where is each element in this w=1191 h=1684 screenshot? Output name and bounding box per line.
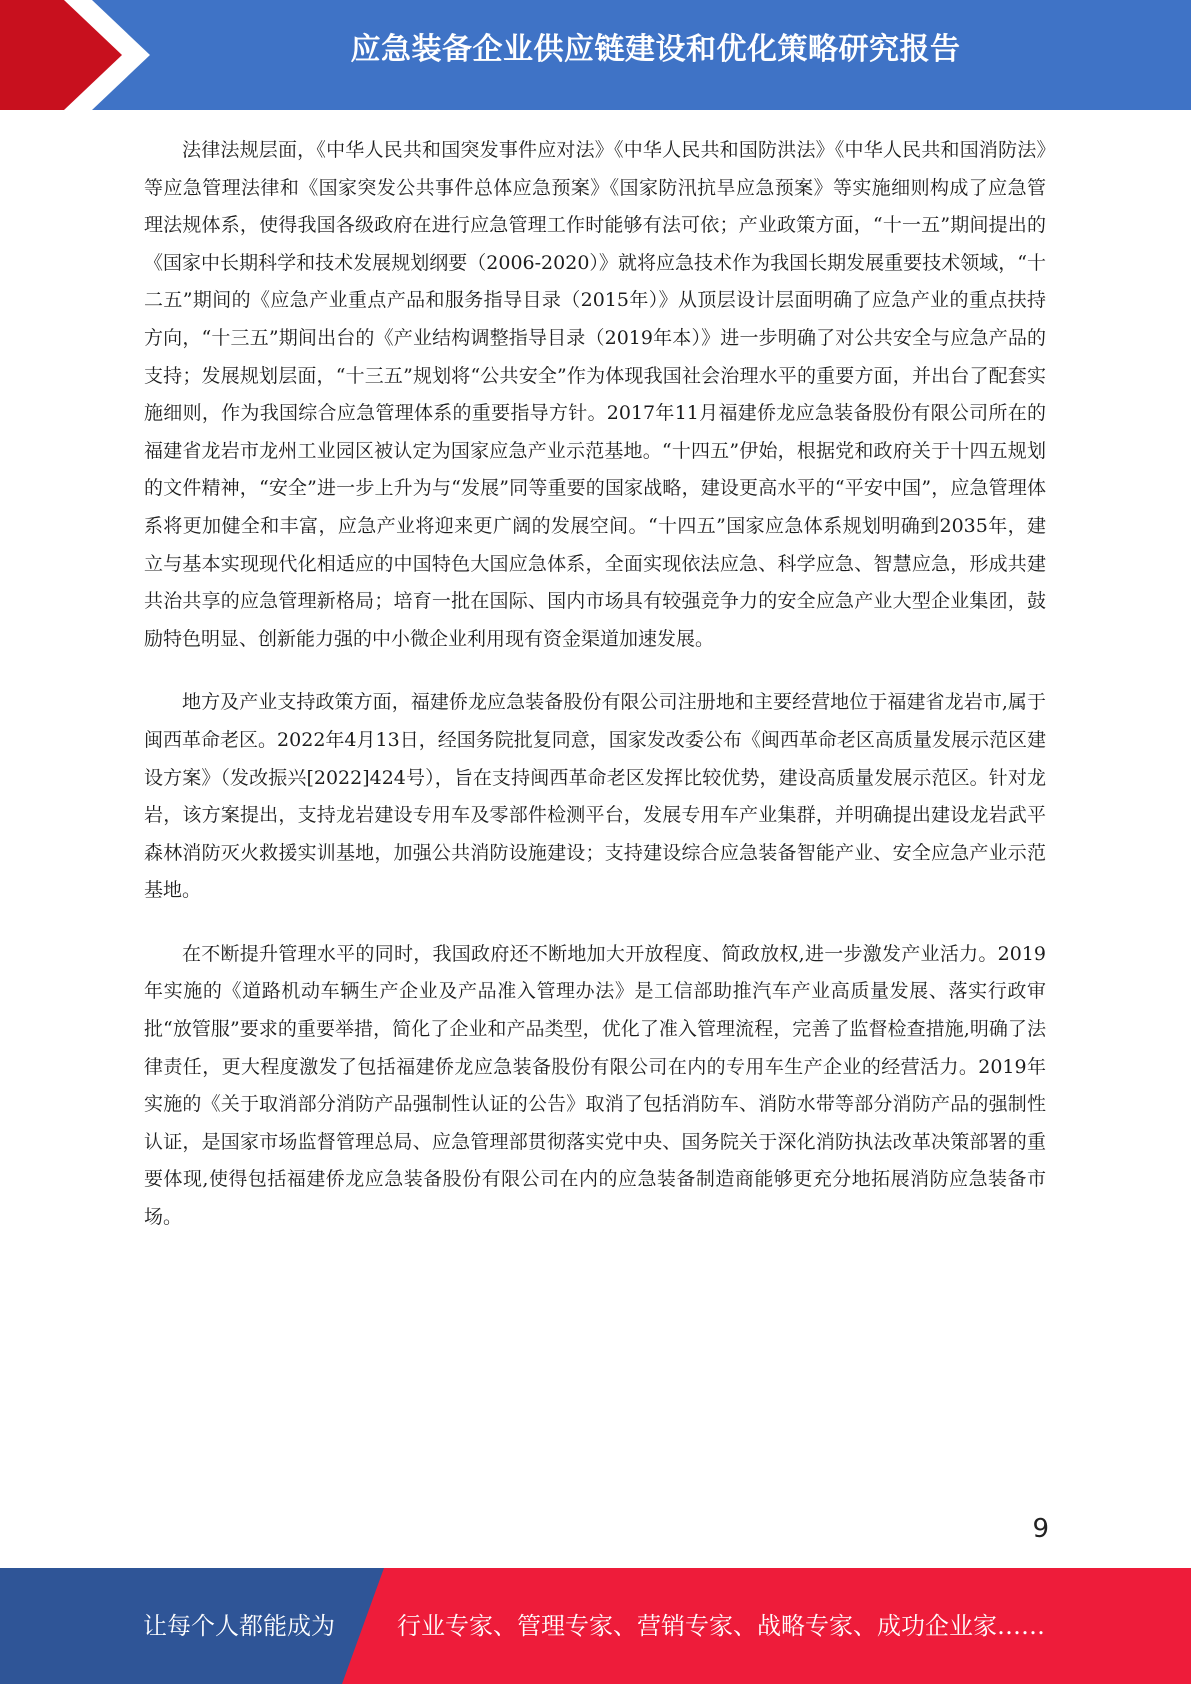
paragraph-reform: 在不断提升管理水平的同时，我国政府还不断地加大开放程度、简政放权,进一步激发产业活力。2019年实施的《道路机动车辆生产企业及产品准入管理办法》是工信部助推汽车产业高质量发展、落实行政审批“放管服”要求的重要举措，简化了企业和产品类型，优化了准入管理流程，完善了监督检查措施,明确了法律责任，更大程度激发了包括福建侨龙应急装备股份有限公司在内的专用车生产企业的经营活力。2019年实施的《关于取消部分消防产品强制性认证的公告》取消了包括消防车、消防水带等部分消防产品的强制性认证，是国家市场监督管理总局、应急管理部贯彻落实党中央、国务院关于深化消防执法改革决策部署的重要体现,使得包括福建侨龙应急装备股份有限公司在内的应急装备制造商能够更充分地拓展消防应急装备市场。 bbox=[144, 942, 1046, 1229]
footer-slogan-left: 让每个人都能成为 bbox=[143, 1612, 335, 1640]
page-number: 9 bbox=[1032, 1514, 1049, 1544]
footer-slogan-right: 行业专家、管理专家、营销专家、战略专家、成功企业家…… bbox=[397, 1612, 1045, 1640]
page-header bbox=[0, 0, 1191, 110]
paragraph-legal-policy: 法律法规层面，《中华人民共和国突发事件应对法》《中华人民共和国防洪法》《中华人民共和国消防法》等应急管理法律和《国家突发公共事件总体应急预案》《国家防汛抗旱应急预案》等实施细则构成了应急管理法规体系，使得我国各级政府在进行应急管理工作时能够有法可依；产业政策方面，“十一五”期间提出的《国家中长期科学和技术发展规划纲要（2006-2020）》就将应急技术作为我国长期发展重要技术领域，“十二五”期间的《应急产业重点产品和服务指导目录（2015年）》从顶层设计层面明确了应急产业的重点扶持方向，“十三五”期间出台的《产业结构调整指导目录（2019年本）》进一步明确了对公共安全与应急产品的支持；发展规划层面，“十三五”规划将“公共安全”作为体现我国社会治理水平的重要方面，并出台了配套实施细则，作为我国综合应急管理体系的重要指导方针。2017年11月福建侨龙应急装备股份有限公司所在的福建省龙岩市龙州工业园区被认定为国家应急产业示范基地。“十四五”伊始，根据党和政府关于十四五规划的文件精神，“安全”进一步上升为与“发展”同等重要的国家战略，建设更高水平的“平安中国”，应急管理体系将更加健全和丰富，应急产业将迎来更广阔的发展空间。“十四五”国家应急体系规划明确到2035年，建立与基本实现现代化相适应的中国特色大国应急体系，全面实现依法应急、科学应急、智慧应急，形成共建共治共享的应急管理新格局；培育一批在国际、国内市场具有较强竞争力的安全应急产业大型企业集团，鼓励特色明显、创新能力强的中小微企业利用现有资金渠道加速发展。 bbox=[144, 139, 1046, 650]
document-title: 应急装备企业供应链建设和优化策略研究报告 bbox=[350, 32, 961, 67]
page-footer bbox=[0, 1568, 1191, 1684]
header-chevron-graphic bbox=[0, 0, 160, 110]
report-body bbox=[144, 132, 1046, 1263]
paragraph-local-policy: 地方及产业支持政策方面，福建侨龙应急装备股份有限公司注册地和主要经营地位于福建省龙岩市,属于闽西革命老区。2022年4月13日，经国务院批复同意，国家发改委公布《闽西革命老区高质量发展示范区建设方案》（发改振兴[2022]424号），旨在支持闽西革命老区发挥比较优势，建设高质量发展示范区。针对龙岩，该方案提出，支持龙岩建设专用车及零部件检测平台，发展专用车产业集群，并明确提出建设龙岩武平森林消防灭火救援实训基地，加强公共消防设施建设；支持建设综合应急装备智能产业、安全应急产业示范基地。 bbox=[144, 691, 1046, 902]
